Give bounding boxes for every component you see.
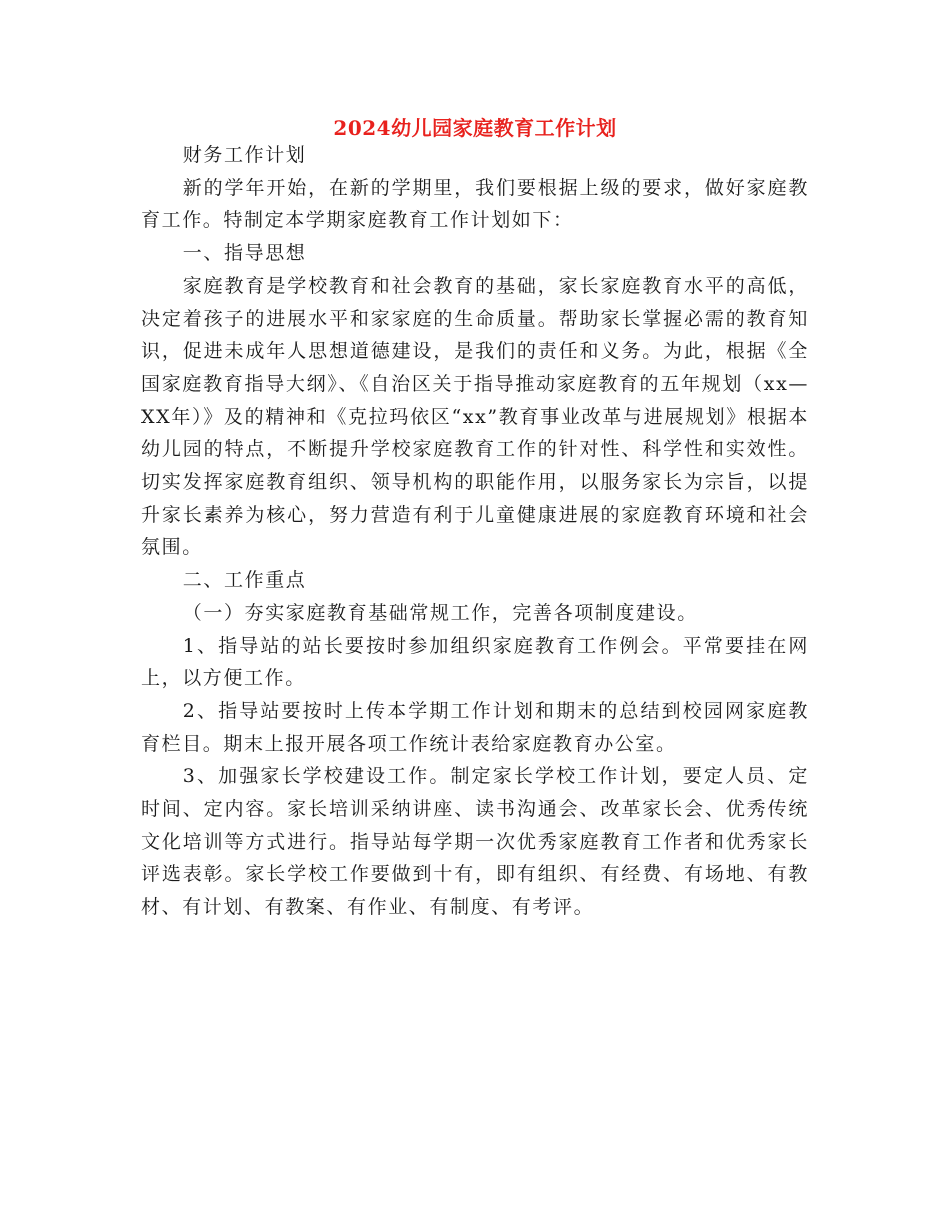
document-title: 2024幼儿园家庭教育工作计划 [333, 116, 617, 140]
list-item-2: 2、指导站要按时上传本学期工作计划和期末的总结到校园网家庭教育栏目。期末上报开展各项工作统计表给家庭教育办公室。 [141, 699, 809, 755]
document-subtitle: 财务工作计划 [182, 144, 307, 166]
section-heading-work-focus: 二、工作重点 [182, 569, 307, 592]
list-item-1: 1、指导站的站长要按时参加组织家庭教育工作例会。平常要挂在网上，以方便工作。 [141, 634, 809, 690]
subsection-heading-1: （一）夯实家庭教育基础常规工作，完善各项制度建设。 [182, 601, 698, 624]
section-heading-guiding-thought: 一、指导思想 [182, 242, 307, 265]
list-item-3: 3、加强家长学校建设工作。制定家长学校工作计划，要定人员、定时间、定内容。家长培训采纳讲座、读书沟通会、改革家长会、优秀传统文化培训等方式进行。指导站每学期一次优秀家庭教育工作者和优秀家长评选表彰。家长学校工作要做到十有，即有组织、有经费、有场地、有教材、有计划、有教案、有作业、有制度、有考评。 [141, 765, 809, 919]
intro-paragraph: 新的学年开始，在新的学期里，我们要根据上级的要求，做好家庭教育工作。特制定本学期家庭教育工作计划如下： [141, 176, 809, 232]
document-body [141, 139, 809, 924]
guiding-thought-paragraph: 家庭教育是学校教育和社会教育的基础，家长家庭教育水平的高低，决定着孩子的进展水平和家家庭的生命质量。帮助家长掌握必需的教育知识，促进未成年人思想道德建设，是我们的责任和义务。为此，根据《全国家庭教育指导大纲》、《自治区关于指导推动家庭教育的五年规划（xx—XX年）》及的精神和《克拉玛依区“xx”教育事业改革与进展规划》根据本幼儿园的特点，不断提升学校家庭教育工作的针对性、科学性和实效性。切实发挥家庭教育组织、领导机构的职能作用，以服务家长为宗旨，以提升家长素养为核心，努力营造有利于儿童健康进展的家庭教育环境和社会氛围。 [141, 274, 809, 559]
